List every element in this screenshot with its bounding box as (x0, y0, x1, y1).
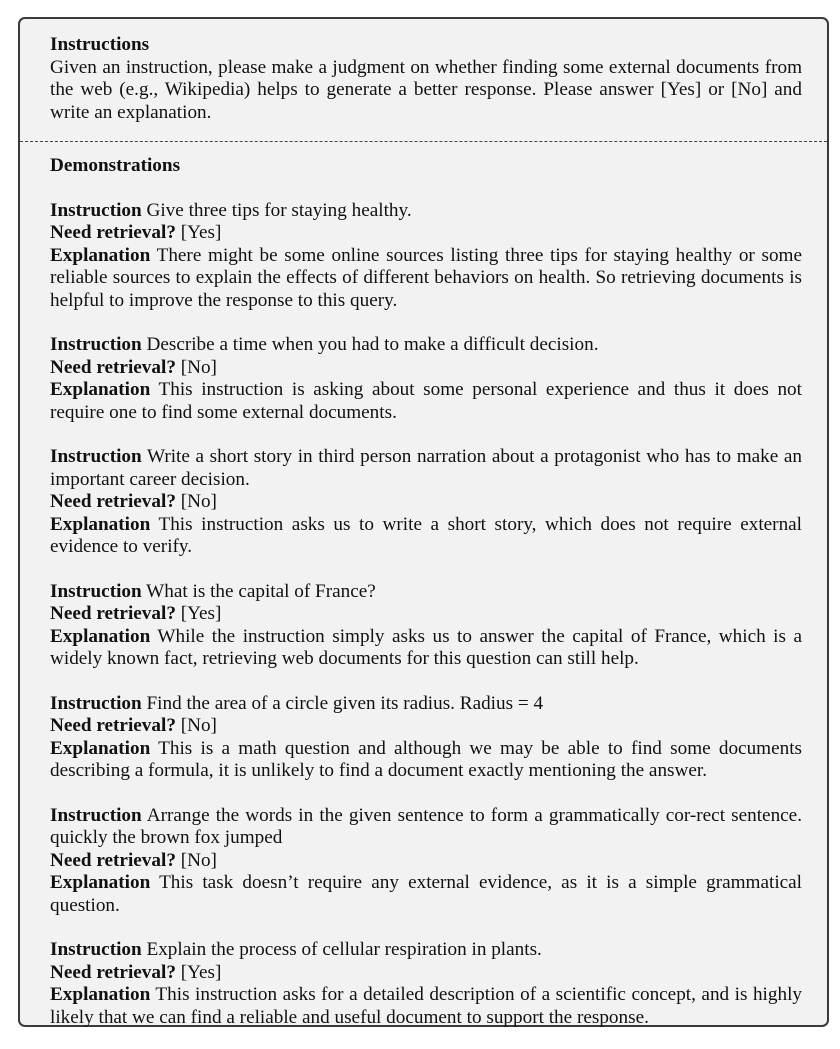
explanation-label: Explanation (50, 984, 151, 1005)
demonstration-item (50, 446, 802, 559)
retrieval-answer: [No] (180, 491, 217, 512)
instruction-label: Instruction (50, 939, 142, 960)
instruction-text: Explain the process of cellular respiration in plants. (146, 939, 542, 960)
explanation-text: This instruction asks for a detailed description of a scientific concept, and is highly likely that we can find a reliable and useful document to support the response. (50, 984, 802, 1028)
retrieval-answer: [No] (180, 356, 217, 378)
retrieval-label: Need retrieval? (50, 961, 176, 983)
explanation-label: Explanation (50, 737, 151, 759)
explanation-label: Explanation (50, 244, 151, 266)
retrieval-label: Need retrieval? (50, 715, 176, 736)
demonstrations-heading: Demonstrations (50, 155, 181, 176)
demonstration-item (50, 693, 802, 783)
retrieval-label: Need retrieval? (50, 356, 176, 378)
instructions-heading: Instructions (50, 34, 150, 55)
demonstration-item (50, 805, 802, 918)
instruction-label: Instruction (50, 804, 142, 826)
instruction-label: Instruction (50, 334, 142, 355)
instruction-text: What is the capital of France? (146, 580, 376, 602)
explanation-label: Explanation (50, 513, 151, 535)
demonstrations-section (50, 155, 802, 1029)
demonstration-item (50, 581, 802, 671)
demonstration-item (50, 939, 802, 1029)
instruction-label: Instruction (50, 199, 142, 221)
dashed-divider (20, 141, 827, 142)
instruction-text: Arrange the words in the given sentence to form a grammatically cor-rect sentence. quickly the brown fox jumped (50, 804, 802, 848)
explanation-text: This is a math question and although we may be able to find some documents describing a formula, it is unlikely to find a document exactly mentioning the answer. (50, 737, 802, 781)
explanation-text: This instruction is asking about some personal experience and thus it does not require one to find some external documents. (50, 379, 802, 423)
instruction-text: Give three tips for staying healthy. (146, 199, 412, 221)
instructions-text: Given an instruction, please make a judgment on whether finding some external documents from the web (e.g., Wikipedia) helps to generate a better response. Please answer [Yes] or [No] and write an explanation. (50, 56, 802, 123)
retrieval-answer: [Yes] (180, 603, 222, 624)
explanation-text: This task doesn’t require any external evidence, as it is a simple grammatical question. (50, 872, 803, 916)
instruction-text: Find the area of a circle given its radius. Radius = 4 (146, 692, 544, 714)
explanation-text: There might be some online sources listing three tips for staying healthy or some reliable sources to explain the effects of different behaviors on health. So retrieving documents is helpful to improve the response to this query. (50, 244, 802, 311)
prompt-box (18, 17, 829, 1027)
demonstration-item (50, 334, 802, 424)
retrieval-label: Need retrieval? (50, 603, 176, 624)
retrieval-label: Need retrieval? (50, 222, 176, 243)
instructions-section (50, 34, 802, 124)
explanation-label: Explanation (50, 625, 151, 647)
explanation-text: While the instruction simply asks us to answer the capital of France, which is a widely known fact, retrieving web documents for this question can still help. (50, 625, 802, 669)
demonstration-item (50, 200, 802, 313)
retrieval-label: Need retrieval? (50, 849, 176, 871)
retrieval-answer: [Yes] (180, 222, 222, 243)
instruction-text: Write a short story in third person narration about a protagonist who has to make an important career decision. (50, 446, 802, 490)
explanation-label: Explanation (50, 379, 151, 400)
explanation-text: This instruction asks us to write a short story, which does not require external evidence to verify. (50, 513, 803, 557)
retrieval-answer: [Yes] (180, 961, 222, 983)
retrieval-answer: [No] (180, 715, 217, 736)
instruction-label: Instruction (50, 446, 142, 467)
retrieval-answer: [No] (180, 849, 217, 871)
instruction-label: Instruction (50, 580, 142, 602)
retrieval-label: Need retrieval? (50, 491, 176, 512)
explanation-label: Explanation (50, 872, 151, 893)
instruction-text: Describe a time when you had to make a difficult decision. (146, 334, 599, 355)
instruction-label: Instruction (50, 692, 142, 714)
